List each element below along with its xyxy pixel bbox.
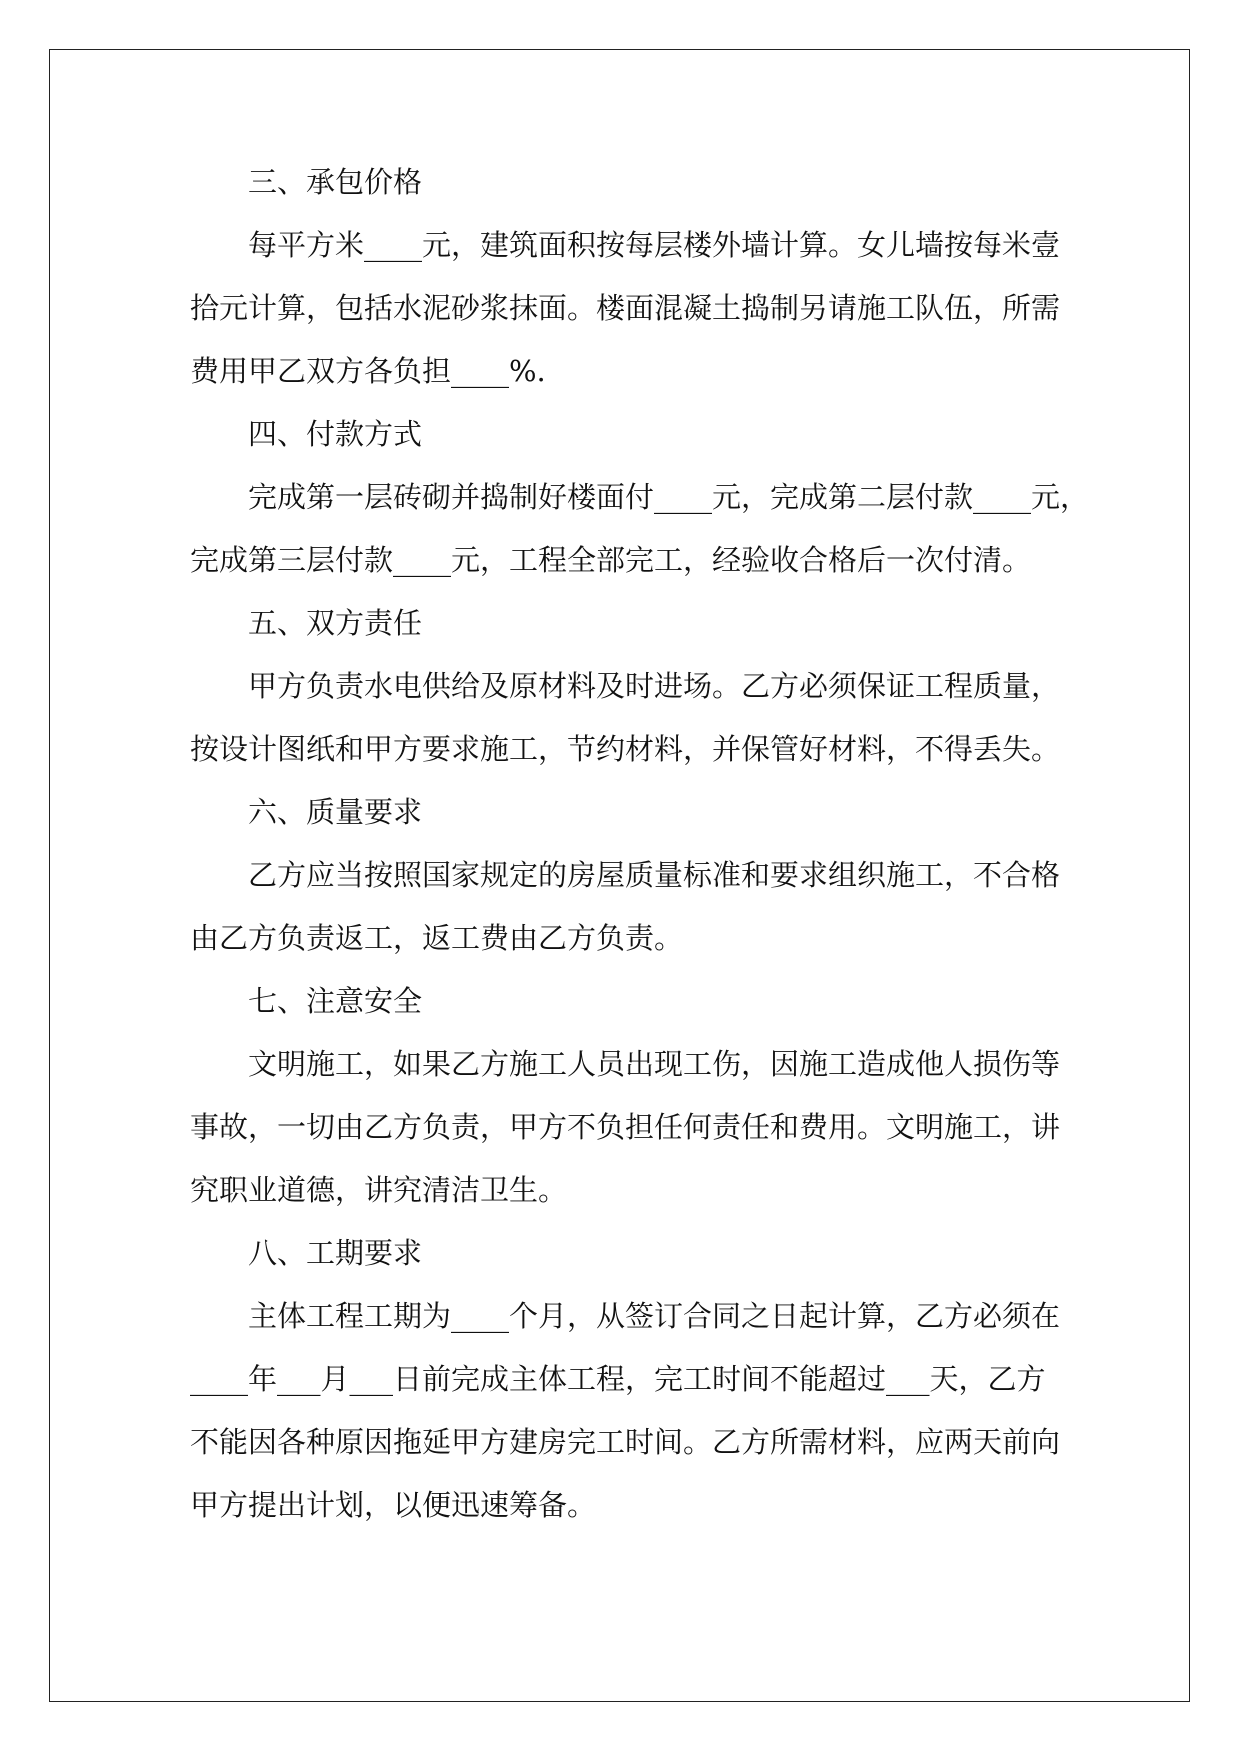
paragraph-line: 主体工程工期为____个月，从签订合同之日起计算，乙方必须在 (248, 1299, 1061, 1333)
paragraph-line: 按设计图纸和甲方要求施工，节约材料，并保管好材料，不得丢失。 (190, 732, 1061, 766)
section-heading-price: 三、承包价格 (248, 165, 423, 199)
paragraph-line: 费用甲乙双方各负担____%. (190, 354, 546, 388)
section-heading-schedule: 八、工期要求 (248, 1236, 423, 1270)
paragraph-line: 由乙方负责返工，返工费由乙方负责。 (190, 921, 684, 955)
paragraph-line: 乙方应当按照国家规定的房屋质量标准和要求组织施工，不合格 (248, 858, 1061, 892)
paragraph-line: 文明施工，如果乙方施工人员出现工伤，因施工造成他人损伤等 (248, 1047, 1061, 1081)
paragraph-line: 完成第一层砖砌并捣制好楼面付____元，完成第二层付款____元， (248, 480, 1090, 514)
paragraph-line: 拾元计算，包括水泥砂浆抹面。楼面混凝土捣制另请施工队伍，所需 (190, 291, 1061, 325)
paragraph-line: 事故，一切由乙方负责，甲方不负担任何责任和费用。文明施工，讲 (190, 1110, 1061, 1144)
section-heading-payment: 四、付款方式 (248, 417, 423, 451)
paragraph-line: 甲方提出计划，以便迅速筹备。 (190, 1488, 597, 1522)
paragraph-line: 究职业道德，讲究清洁卫生。 (190, 1173, 568, 1207)
paragraph-line: 完成第三层付款____元，工程全部完工，经验收合格后一次付清。 (190, 543, 1032, 577)
section-heading-quality: 六、质量要求 (248, 795, 423, 829)
paragraph-line: 每平方米____元，建筑面积按每层楼外墙计算。女儿墙按每米壹 (248, 228, 1061, 262)
paragraph-line: 甲方负责水电供给及原材料及时进场。乙方必须保证工程质量， (248, 669, 1061, 703)
section-heading-safety: 七、注意安全 (248, 984, 423, 1018)
paragraph-line: 不能因各种原因拖延甲方建房完工时间。乙方所需材料，应两天前向 (190, 1425, 1061, 1459)
section-heading-responsibility: 五、双方责任 (248, 606, 423, 640)
paragraph-line: ____年___月___日前完成主体工程，完工时间不能超过___天，乙方 (190, 1362, 1046, 1396)
